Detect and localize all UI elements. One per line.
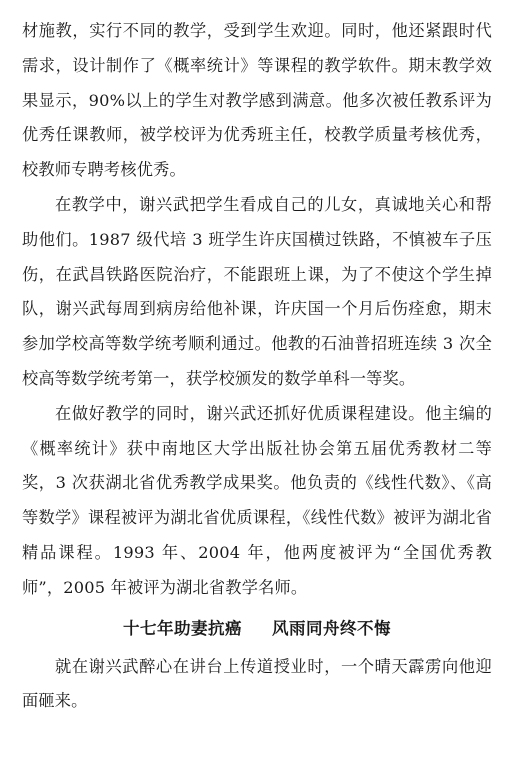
section-heading-right: 风雨同舟终不悔 (272, 618, 391, 638)
body-paragraph-1: 材施教，实行不同的教学，受到学生欢迎。同时，他还紧跟时代需求，设计制作了《概率统计》等课程的教学软件。期末教学效果显示，90%以上的学生对教学感到满意。他多次被任教系评为优秀任课教师，被学校评为优秀班主任，校教学质量考核优秀，校教师专聘考核优秀。 (22, 21, 492, 180)
section-heading-left: 十七年助妻抗癌 (123, 618, 242, 638)
closing-paragraph: 就在谢兴武醉心在讲台上传道授业时，一个晴天霹雳向他迎面砸来。 (22, 656, 492, 711)
body-paragraph-2: 在教学中，谢兴武把学生看成自己的儿女，真诚地关心和帮助他们。1987 级代培 3 班学生许庆国横过铁路，不慎被车子压伤，在武昌铁路医院治疗，不能跟班上课，为了不使这个学生掉队，谢兴武每周到病房给他补课，许庆国一个月后伤痊愈，期末参加学校高等数学统考顺利通过。他教的石油普招班连续 3 次全校高等数学统考第一，获学校颁发的数学单科一等奖。 (22, 194, 492, 388)
section-heading (22, 608, 492, 650)
document-page (22, 14, 492, 719)
body-paragraph-3: 在做好教学的同时，谢兴武还抓好优质课程建设。他主编的《概率统计》获中南地区大学出版社协会第五届优秀教材二等奖，3 次获湖北省优秀教学成果奖。他负责的《线性代数》、《高等数学》课程被评为湖北省优质课程，《线性代数》被评为湖北省精品课程。1993 年、2004 年，他两度被评为“全国优秀教师”，2005 年被评为湖北省教学名师。 (22, 403, 492, 597)
